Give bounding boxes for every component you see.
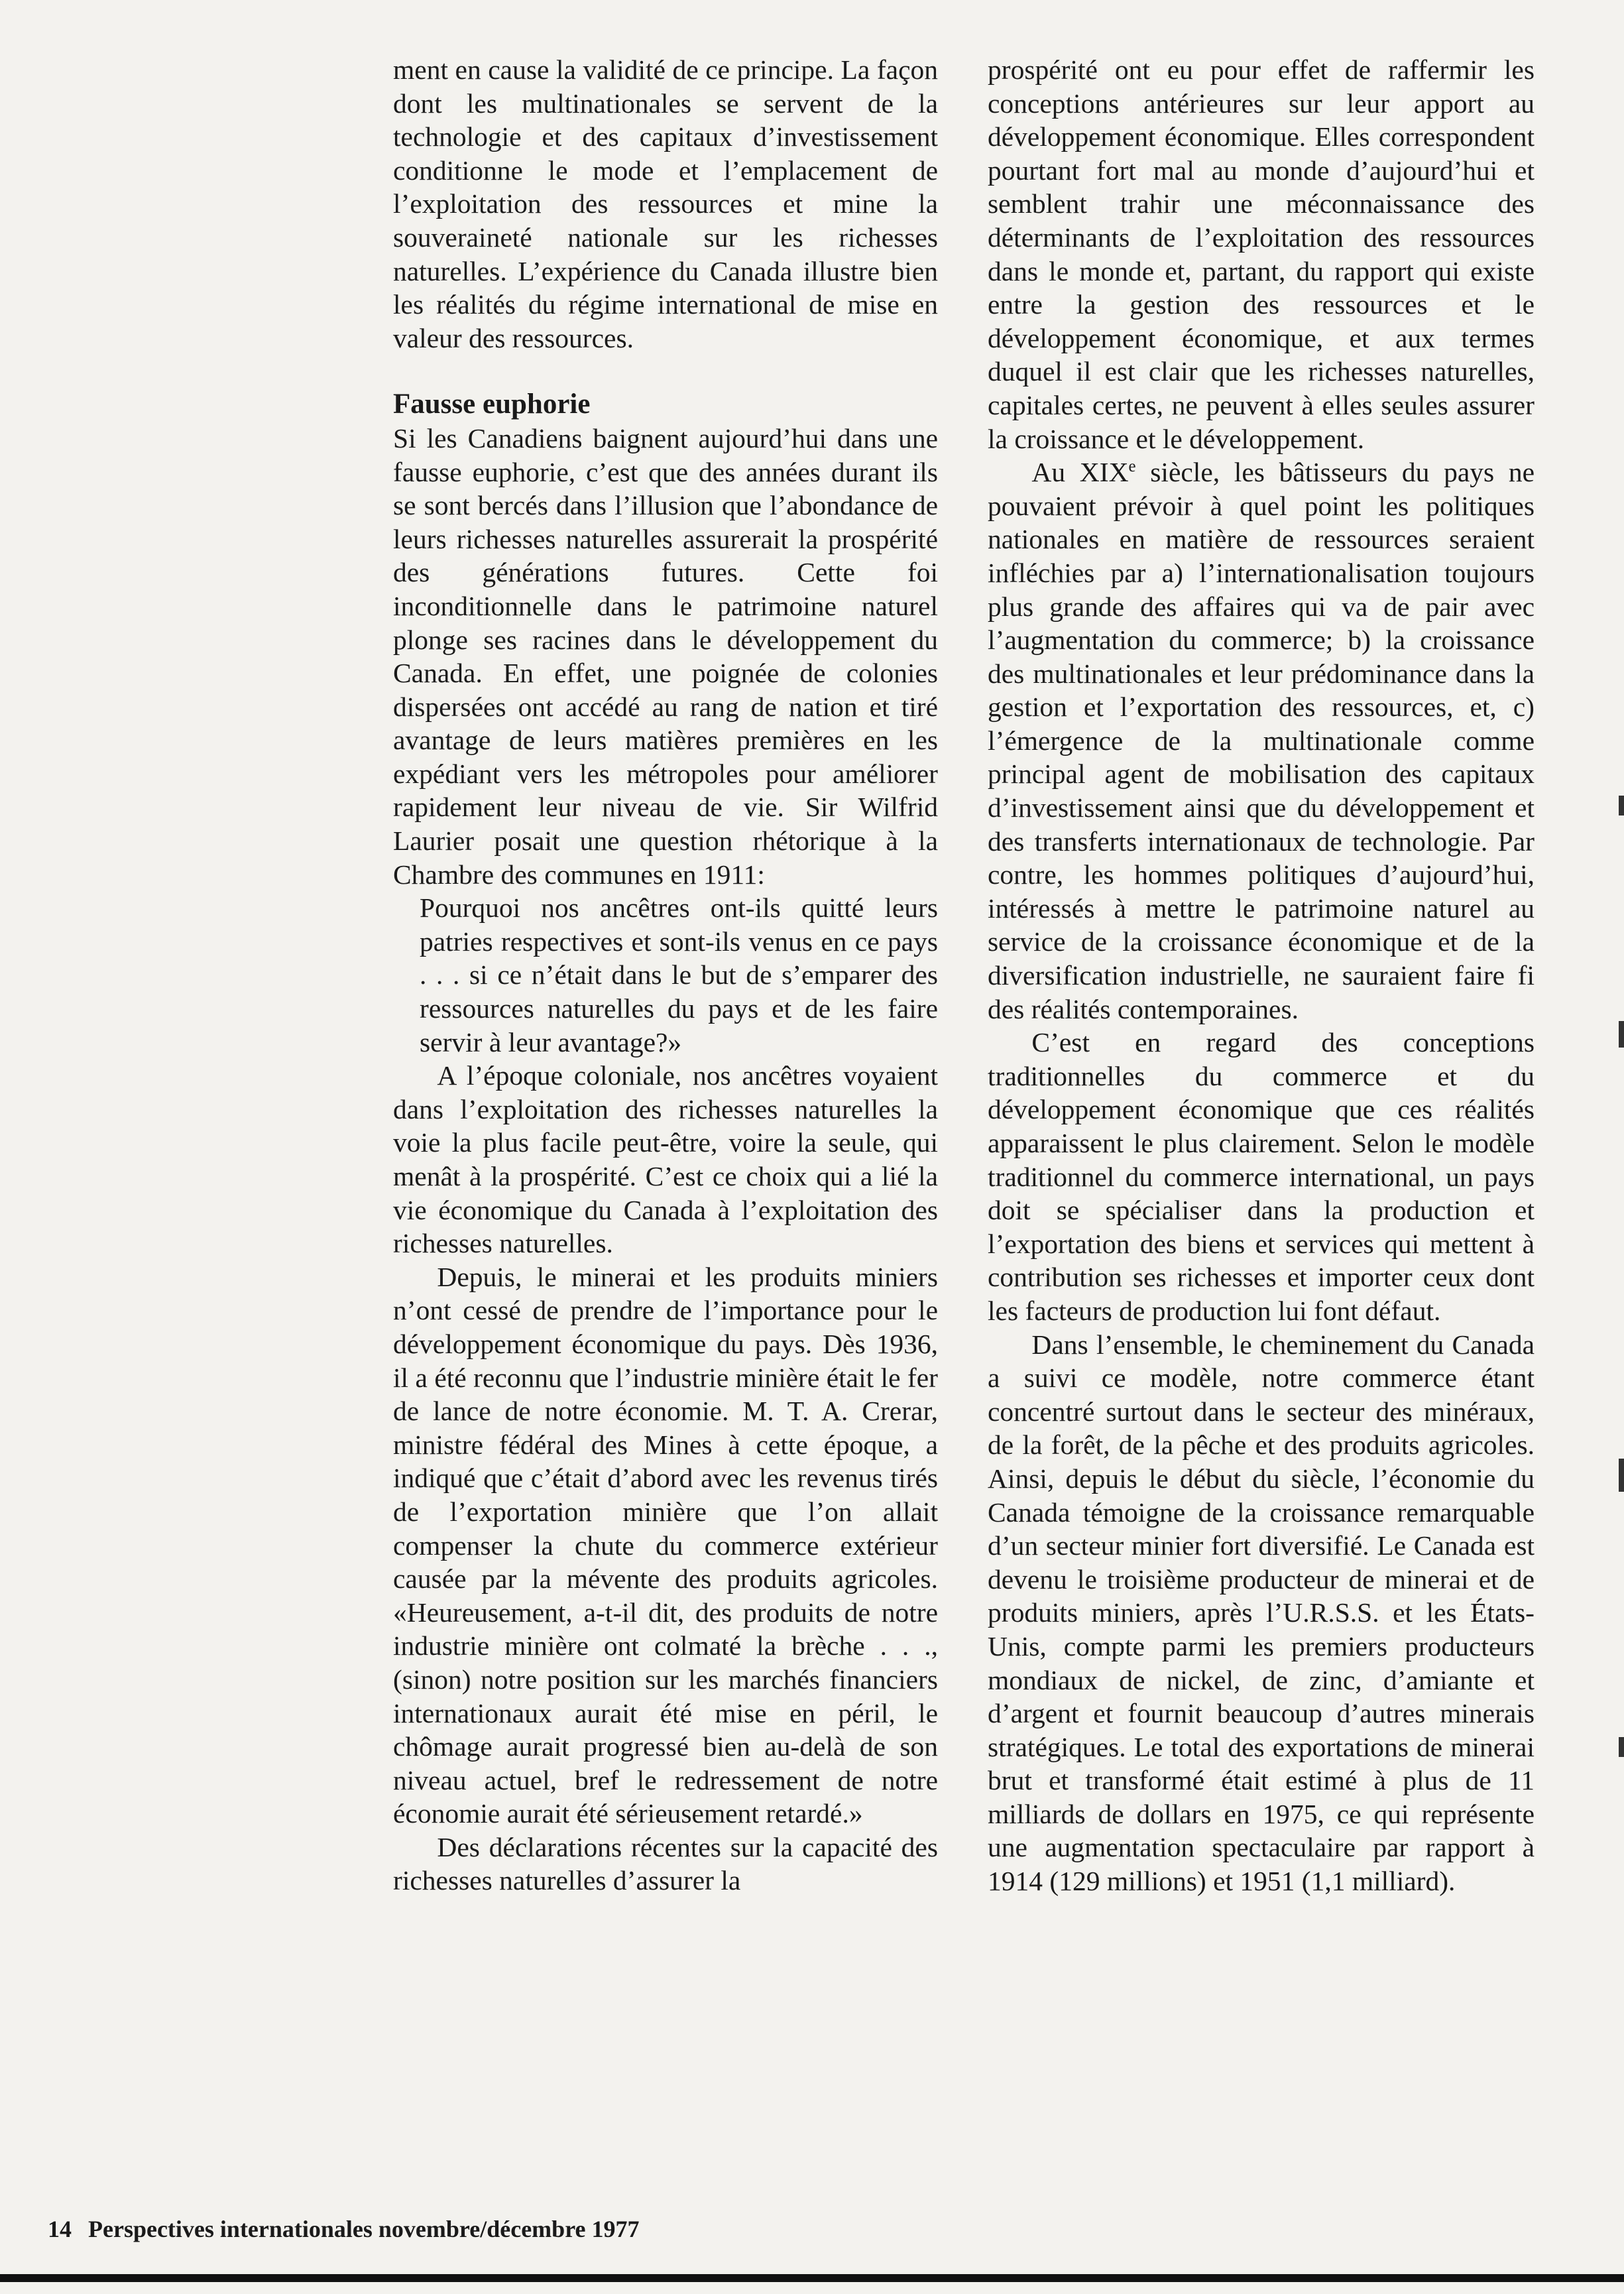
publication-line: Perspectives internationales novembre/décembre 1977 (88, 2216, 640, 2242)
page-footer (48, 2214, 640, 2244)
paragraph (988, 455, 1535, 1026)
paragraph: Des déclarations récentes sur la capacité des richesses naturelles d’assurer la (393, 1831, 938, 1896)
scan-edge-mark (1619, 1459, 1624, 1492)
scan-edge-mark (1619, 1737, 1624, 1757)
left-column (393, 53, 938, 1898)
paragraph: Depuis, le minerai et les produits miniers n’ont cessé de prendre de l’importance pour le développement économique du pays. Dès 1936, il a été reconnu que l’industrie minière était le fer de lance de notre économie. M. T. A. Crerar, ministre fédéral des Mines à cette époque, a indiqué que c’était d’abord avec les revenus tirés de l’exportation minière que l’on allait compenser la chute du commerce extérieur causée par la mévente des produits agricoles. «Heureusement, a-t-il dit, des produits de notre industrie minière ont colmaté la brèche . . ., (sinon) notre position sur les marchés financiers internationaux aurait été mise en péril, le chômage aurait progressé bien au-delà de son niveau actuel, bref le redressement de notre économie aurait été sérieusement retardé.» (393, 1261, 938, 1829)
paragraph: ment en cause la validité de ce principe. La façon dont les multinationales se servent de la technologie et des capitaux d’investissement conditionne le mode et l’emplacement de l’exploitation des ressources et mine la souveraineté nationale sur les richesses naturelles. L’expérience du Canada illustre bien les réalités du régime international de mise en valeur des ressources. (393, 54, 938, 353)
paragraph-rest: siècle, les bâtisseurs du pays ne pouvaient prévoir à quel point les politiques nationales en matière de ressources seraient infléchies par a) l’internationalisation toujours plus grande des affaires qui va de pair avec l’augmentation du commerce; b) la croissance des multinationales et leur prédominance dans la gestion et l’exportation des ressources, et, c) l’émergence de la multinationale comme principal agent de mobilisation des capitaux d’investissement ainsi que du développement et des transferts internationaux de technologie. Par contre, les hommes politiques d’aujourd’hui, intéressés à mettre le patrimoine naturel au service de la croissance économique et de la diversification industrielle, ne sauraient faire fi des réalités contemporaines. (988, 457, 1535, 1024)
block-quote: Pourquoi nos ancêtres ont-ils quitté leurs patries respectives et sont-ils venus en ce pays . . . si ce n’était dans le but de s’emparer des ressources naturelles du pays et de les faire servir à leur avantage?» (420, 892, 938, 1057)
section-heading: Fausse euphorie (393, 389, 591, 420)
page-number: 14 (48, 2216, 72, 2242)
paragraph-lead: Au XIX (1031, 457, 1129, 488)
right-column (988, 53, 1535, 1898)
scan-edge-mark (1619, 1021, 1624, 1048)
paragraph: C’est en regard des conceptions traditionnelles du commerce et du développement économique que ces réalités apparaissent le plus clairement. Selon le modèle traditionnel du commerce international, un pays doit se spécialiser dans la production et l’exportation des biens et services qui mettent à contribution ses richesses et importer ceux dont les facteurs de production lui font défaut. (988, 1027, 1535, 1326)
paragraph: Si les Canadiens baignent aujourd’hui dans une fausse euphorie, c’est que des années durant ils se sont bercés dans l’illusion que l’abondance de leurs richesses naturelles assurerait la prospérité des générations futures. Cette foi inconditionnelle dans le patrimoine naturel plonge ses racines dans le développement du Canada. En effet, une poignée de colonies dispersées ont accédé au rang de nation et tiré avantage de leurs matières premières en les expédiant vers les métropoles pour améliorer rapidement leur niveau de vie. Sir Wilfrid Laurier posait une question rhétorique à la Chambre des communes en 1911: (393, 422, 938, 890)
scan-edge-mark (1619, 796, 1624, 815)
paragraph: A l’époque coloniale, nos ancêtres voyaient dans l’exploitation des richesses naturelles la voie la plus facile peut-être, voire la seule, qui menât à la prospérité. C’est ce choix qui a lié la vie économique du Canada à l’exploitation des richesses naturelles. (393, 1060, 938, 1259)
bottom-rule (0, 2274, 1624, 2282)
paragraph: Dans l’ensemble, le cheminement du Canada a suivi ce modèle, notre commerce étant concentré surtout dans le secteur des minéraux, de la forêt, de la pêche et des produits agricoles. Ainsi, depuis le début du siècle, l’économie du Canada témoigne de la croissance remarquable d’un secteur minier fort diversifié. Le Canada est devenu le troisième producteur de minerai et de produits miniers, après l’U.R.S.S. et les États-Unis, compte parmi les premiers producteurs mondiaux de nickel, de zinc, d’amiante et d’argent et fournit beaucoup d’autres minerais stratégiques. Le total des exportations de minerai brut et transformé était estimé à plus de 11 milliards de dollars en 1975, ce qui représente une augmentation spectaculaire par rapport à 1914 (129 millions) et 1951 (1,1 milliard). (988, 1329, 1535, 1897)
superscript: e (1128, 457, 1136, 476)
paragraph: prospérité ont eu pour effet de raffermir les conceptions antérieures sur leur apport au développement économique. Elles correspondent pourtant fort mal au monde d’aujourd’hui et semblent trahir une méconnaissance des déterminants de l’exploitation des ressources dans le monde et, partant, du rapport qui existe entre la gestion des ressources et le développement économique, et aux termes duquel il est clair que les richesses naturelles, capitales certes, ne peuvent à elles seules assurer la croissance et le développement. (988, 54, 1535, 454)
